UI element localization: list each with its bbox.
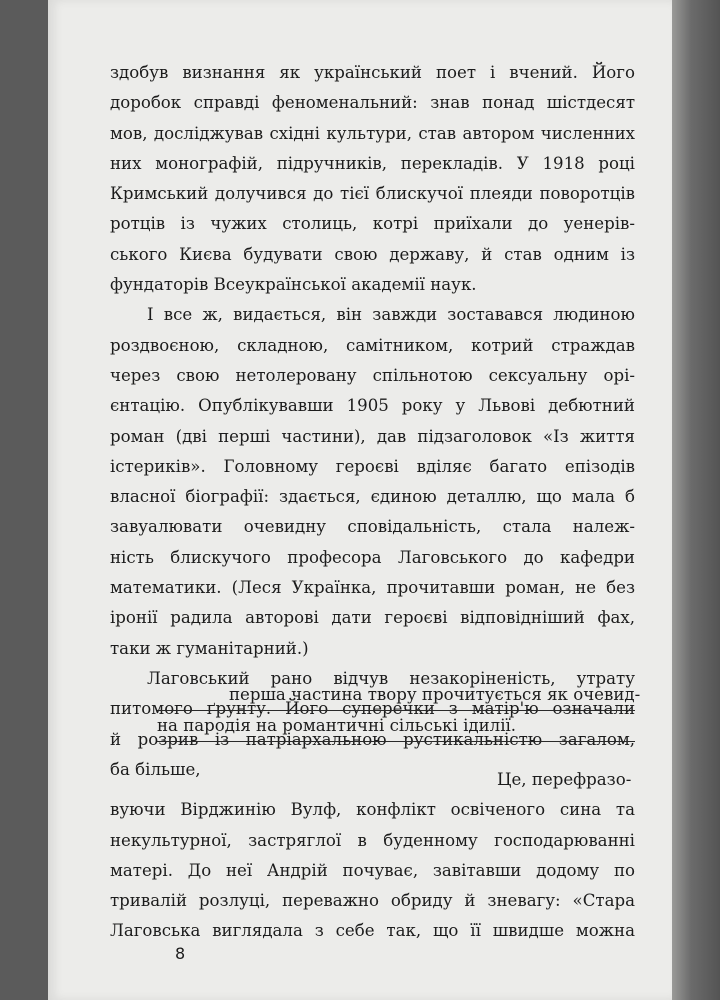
- block-quote: [157, 680, 641, 742]
- body-text-upper: [110, 58, 635, 785]
- text-line: матері. До неї Андрій почуває, завітавши додому по: [110, 860, 635, 880]
- text-line: математики. (Леся Українка, прочитавши роман, не без: [110, 578, 635, 598]
- text-line: Це, перефразо-: [497, 770, 632, 789]
- text-line: Кримський долучився до тієї блискучої плеяди поворотців: [110, 184, 635, 204]
- text-line: єнтацію. Опублікувавши 1905 року у Львові дебютний: [110, 396, 635, 416]
- text-line: ба більше,: [110, 759, 201, 779]
- body-text-lower: [110, 765, 635, 947]
- text-line: питомого ґрунту. Його суперечки з матір'ю означали: [110, 699, 635, 719]
- text-line: мов, досліджував східні культури, став автором численних: [110, 123, 635, 143]
- text-line: істериків». Головному героєві вділяє багато епізодів: [110, 456, 635, 476]
- text-line: ського Києва будувати свою державу, й став одним із: [110, 244, 635, 264]
- quote-line: перша частина твору прочитується як очевид-: [157, 680, 635, 711]
- text-line: завуалювати очевидну сповідальність, стала належ-: [110, 517, 635, 537]
- text-line: через свою нетолеровану спільнотою сексуальну орі-: [110, 365, 635, 385]
- quote-line: на пародія на романтичні сільські ідилії.: [157, 711, 635, 742]
- text-line: роман (дві перші частини), дав підзаголовок «Із життя: [110, 426, 635, 446]
- text-line: роздвоєною, складною, самітником, котрий страждав: [110, 335, 635, 355]
- text-line: здобув визнання як український поет і вчений. Його: [110, 63, 635, 82]
- text-line: ність блискучого професора Лаговського до кафедри: [110, 547, 635, 567]
- text-line: фундаторів Всеукраїнської академії наук.: [110, 275, 477, 295]
- page-number: 8: [175, 944, 186, 963]
- text-line: й розрив із патріархальною рустикальністю загалом,: [110, 729, 635, 749]
- text-line: Лаговська виглядала з себе так, що її швидше можна: [110, 921, 635, 941]
- text-line: тривалій розлуці, переважно обриду й зневагу: «Стара: [110, 891, 635, 911]
- text-line: ротців із чужих столиць, котрі приїхали до уенерів-: [110, 214, 635, 234]
- page-edge: [672, 0, 720, 1000]
- text-line: них монографій, підручників, перекладів. У 1918 році: [110, 153, 635, 173]
- text-line: некультурної, застряглої в буденному господарюванні: [110, 830, 635, 850]
- text-line: І все ж, видається, він завжди зоставався людиною: [147, 305, 635, 325]
- text-line: вуючи Вірджинію Вулф, конфлікт освіченого сина та: [110, 800, 635, 820]
- text-line: власної біографії: здається, єдиною деталлю, що мала б: [110, 487, 635, 507]
- text-line: таки ж гуманітарний.): [110, 638, 309, 658]
- text-line: доробок справді феноменальний: знав понад шістдесят: [110, 93, 635, 113]
- text-line: Лаговський рано відчув незакоріненість, утрату: [147, 668, 635, 688]
- text-line: іронії радила авторові дати героєві відповідніший фах,: [110, 608, 635, 628]
